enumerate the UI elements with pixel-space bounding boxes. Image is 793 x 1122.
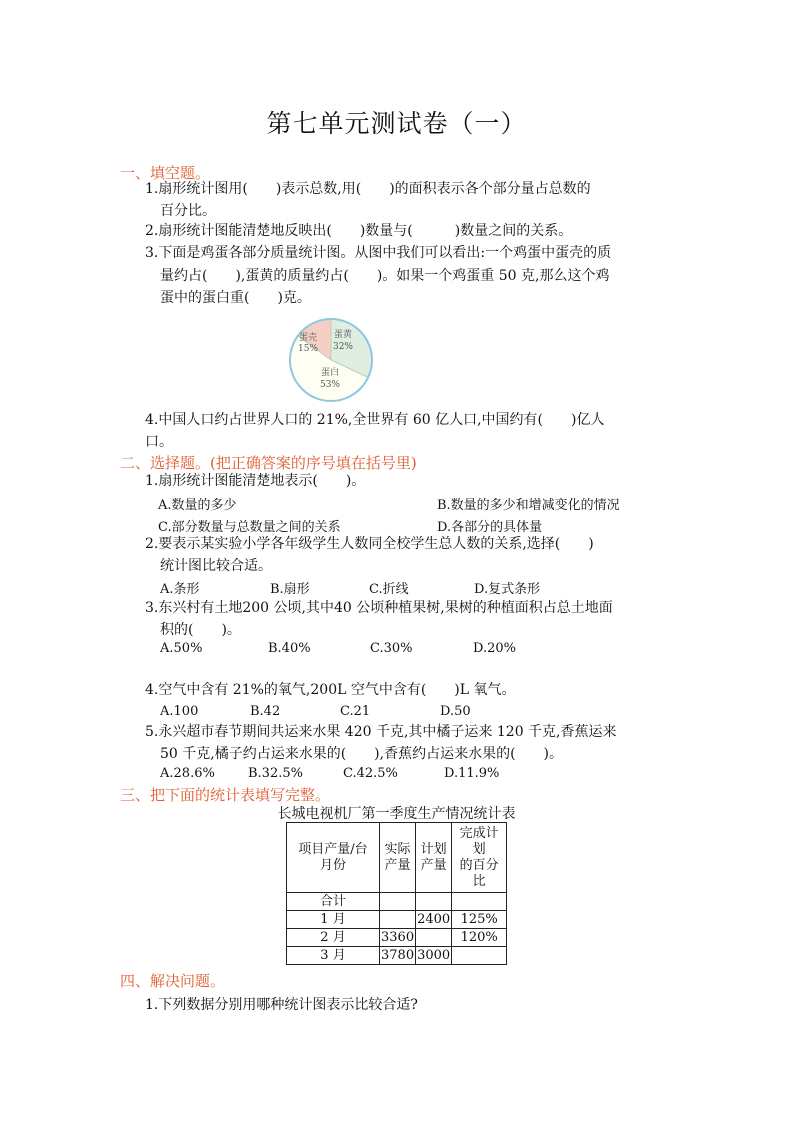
section-3-heading: 三、把下面的统计表填写完整。	[120, 786, 331, 804]
pie-label-yolk-pct: 32%	[332, 342, 354, 352]
s1-q3-line2: 量约占( ),蛋黄的质量约占( )。如果一个鸡蛋重 50 克,那么这个鸡	[160, 268, 610, 284]
s2-q5-line1: 5.永兴超市春节期间共运来水果 420 千克,其中橘子运来 120 千克,香蕉运来	[145, 724, 617, 740]
s2-q1: 1.扇形统计图能清楚地表示( )。	[145, 473, 366, 489]
s2-q4-option-a: A.100	[160, 704, 199, 719]
s2-q2-line2: 统计图比较合适。	[160, 558, 272, 574]
table-row	[287, 911, 507, 929]
s1-q1-line2: 百分比。	[160, 203, 216, 219]
cell-month: 合计	[287, 893, 380, 911]
cell-month: 1 月	[287, 911, 380, 929]
production-stats-table	[286, 822, 507, 965]
s2-q4-option-b: B.42	[250, 704, 281, 719]
s2-q1-option-a: A.数量的多少	[158, 498, 237, 513]
cell-actual: 3780	[381, 947, 415, 963]
table-row	[287, 893, 507, 911]
header-completion-pct: 完成计 划 的百分 比	[452, 823, 507, 893]
table-title: 长城电视机厂第一季度生产情况统计表	[277, 806, 516, 822]
cell-month: 2 月	[287, 929, 380, 947]
s1-q3-line3: 蛋中的蛋白重( )克。	[160, 290, 311, 306]
header-item-month: 项目产量/台 月份	[287, 823, 380, 893]
header-plan: 计划 产量	[416, 823, 452, 893]
section-4-heading: 四、解决问题。	[120, 972, 226, 990]
header-actual: 实际 产量	[380, 823, 416, 893]
cell-pct: 125%	[452, 911, 507, 929]
s1-q4-line1: 4.中国人口约占世界人口的 21%,全世界有 60 亿人口,中国约有( )亿人	[145, 412, 605, 428]
s2-q2-option-c: C.折线	[369, 582, 409, 597]
s2-q5-option-b: B.32.5%	[248, 766, 303, 781]
s2-q2-line1: 2.要表示某实验小学各年级学生人数同全校学生总人数的关系,选择( )	[145, 536, 594, 552]
s2-q3-line1: 3.东兴村有土地200 公顷,其中40 公顷种植果树,果树的种植面积占总土地面	[145, 600, 613, 616]
s2-q3-option-d: D.20%	[473, 641, 516, 656]
section-1-heading: 一、填空题。	[120, 164, 211, 182]
s2-q5-line2: 50 千克,橘子约占运来水果的( ),香蕉约占运来水果的( )。	[160, 746, 564, 762]
cell-plan	[416, 929, 452, 947]
cell-actual	[380, 911, 416, 929]
s2-q5-option-d: D.11.9%	[444, 766, 500, 781]
s2-q1-option-d: D.各部分的具体量	[437, 520, 543, 535]
table-row	[287, 929, 507, 947]
s4-q1: 1.下列数据分别用哪种统计图表示比较合适?	[145, 997, 418, 1013]
cell-pct	[452, 947, 507, 965]
s2-q3-option-a: A.50%	[160, 641, 203, 656]
pie-label-white-pct: 53%	[319, 380, 341, 390]
s2-q1-option-c: C.部分数量与总数量之间的关系	[158, 520, 341, 535]
table-row	[287, 947, 507, 965]
pie-label-shell-name: 蛋壳	[298, 333, 318, 343]
s2-q3-line2: 积的( )。	[160, 622, 241, 638]
pie-label-yolk-name: 蛋黄	[333, 330, 353, 340]
section-2-heading: 二、选择题。(把正确答案的序号填在括号里)	[120, 454, 417, 472]
page-title: 第七单元测试卷（一）	[266, 109, 527, 138]
pie-label-shell-pct: 15%	[297, 344, 319, 354]
s2-q3-option-b: B.40%	[268, 641, 311, 656]
cell-plan: 2400	[417, 911, 451, 927]
s1-q1-line1: 1.扇形统计图用( )表示总数,用( )的面积表示各个部分量占总数的	[145, 181, 591, 197]
s2-q2-option-d: D.复式条形	[474, 582, 541, 597]
cell-pct	[452, 893, 507, 911]
s1-q2: 2.扇形统计图能清楚地反映出( )数量与( )数量之间的关系。	[145, 223, 573, 239]
cell-plan	[416, 893, 452, 911]
s2-q4-option-c: C.21	[340, 704, 371, 719]
s2-q5-option-c: C.42.5%	[343, 766, 398, 781]
s2-q1-option-b: B.数量的多少和增减变化的情况	[437, 498, 620, 513]
cell-actual	[380, 893, 416, 911]
s2-q4-option-d: D.50	[440, 704, 471, 719]
s1-q3-line1: 3.下面是鸡蛋各部分质量统计图。从图中我们可以看出:一个鸡蛋中蛋壳的质	[145, 245, 612, 261]
table-header-row	[287, 823, 507, 893]
cell-actual: 3360	[381, 929, 415, 945]
s2-q2-option-b: B.扇形	[270, 582, 310, 597]
cell-pct: 120%	[452, 929, 507, 947]
egg-pie-chart	[286, 315, 376, 405]
pie-label-white-name: 蛋白	[320, 368, 340, 378]
s2-q2-option-a: A.条形	[160, 582, 200, 597]
s2-q3-option-c: C.30%	[370, 641, 413, 656]
s2-q5-option-a: A.28.6%	[160, 766, 215, 781]
s2-q4: 4.空气中含有 21%的氧气,200L 空气中含有( )L 氧气。	[145, 682, 516, 698]
cell-plan: 3000	[417, 947, 451, 963]
s1-q4-line2: 口。	[145, 434, 173, 450]
cell-month: 3 月	[287, 947, 380, 965]
